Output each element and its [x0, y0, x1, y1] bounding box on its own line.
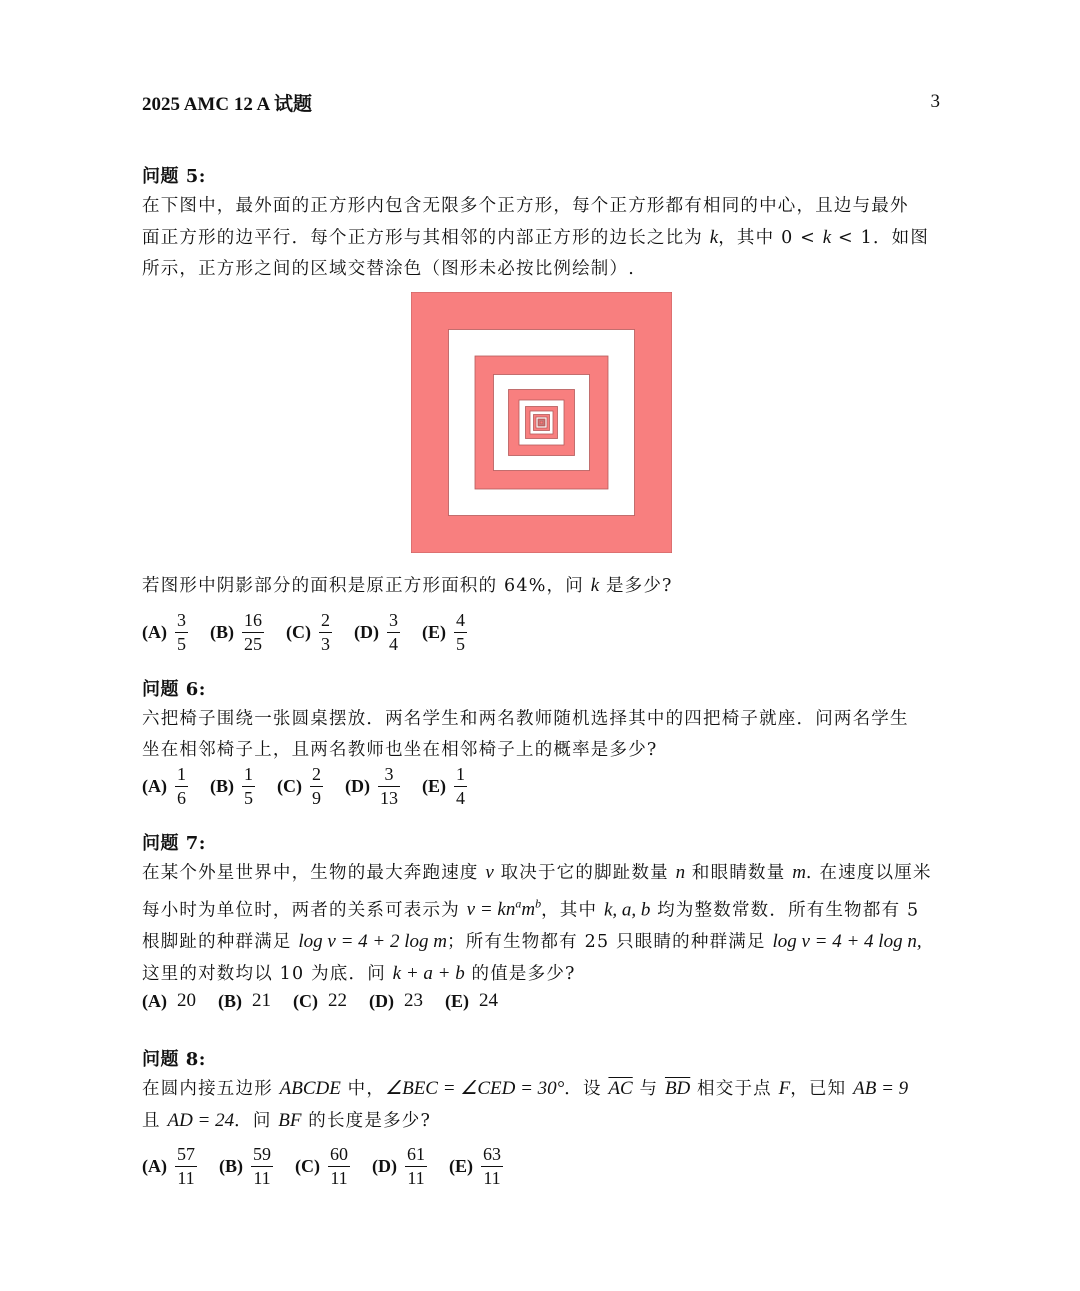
text: 在圆内接五边形 — [142, 1079, 273, 1099]
choice-b — [218, 990, 271, 1012]
choice-label: (E) — [422, 621, 446, 642]
fraction-numerator: 60 — [330, 1143, 348, 1164]
point-f: F — [778, 1078, 791, 1099]
choice-fraction — [405, 1144, 427, 1189]
problem-5-line-2 — [142, 222, 942, 254]
fraction-denominator: 11 — [253, 1167, 271, 1188]
choice-c — [286, 610, 332, 655]
fraction-denominator: 11 — [330, 1167, 348, 1188]
choice-value: 21 — [252, 990, 271, 1011]
text: 和眼睛数量 — [691, 863, 786, 883]
choice-fraction — [310, 764, 323, 809]
choice-value: 24 — [479, 990, 498, 1011]
problem-8-line-1 — [142, 1073, 942, 1105]
formula-log-2: log v = 4 + 4 log n, — [772, 931, 922, 953]
problem-7-title: 问题 7: — [142, 833, 206, 854]
fraction-numerator: 4 — [456, 609, 465, 630]
var-m: m — [792, 862, 806, 883]
fraction-denominator: 25 — [244, 633, 262, 654]
choice-label: (D) — [372, 1155, 397, 1176]
problem-5-title: 问题 5: — [142, 166, 206, 187]
fraction-numerator: 3 — [384, 763, 394, 784]
problem-5-question-text: 若图形中阴影部分的面积是原正方形面积的 64%，问 — [142, 576, 584, 596]
fraction-numerator: 57 — [177, 1143, 195, 1164]
formula-rel-text: v = kn — [466, 899, 516, 921]
text: ；所有生物都有 25 只眼睛的种群满足 — [446, 932, 766, 953]
choice-e — [422, 764, 467, 809]
segment-ac: $\overline{AC}$ — [608, 1078, 633, 1099]
problem-6-line-2: 坐在相邻椅子上，且两名教师也坐在相邻椅子上的概率是多少? — [142, 740, 658, 760]
formula-sum: k + a + b — [392, 963, 465, 985]
problem-8-line-2 — [142, 1105, 942, 1137]
problem-5-line-2-end: < 1．如图 — [838, 228, 930, 248]
problem-5-question-end: 是多少? — [605, 576, 673, 596]
var-n: n — [675, 862, 686, 883]
choice-a — [142, 990, 196, 1012]
choice-fraction — [387, 610, 400, 655]
fraction-denominator: 5 — [177, 633, 186, 654]
choice-label: (E) — [445, 990, 469, 1011]
choice-fraction — [481, 1144, 503, 1189]
fraction-denominator: 5 — [244, 787, 253, 808]
problem-7-line-1 — [142, 857, 942, 889]
choice-fraction — [454, 764, 467, 809]
choice-a — [142, 1144, 197, 1189]
choice-label: (A) — [142, 1155, 167, 1176]
choice-fraction — [175, 1144, 197, 1189]
problem-8-text — [142, 1073, 942, 1137]
formula-m: m — [521, 899, 536, 921]
fraction-numerator: 2 — [321, 609, 330, 630]
angle-condition: ∠BEC = ∠CED = 30° — [385, 1078, 565, 1099]
document-title: 2025 AMC 12 A 试题 — [142, 93, 312, 115]
choice-d — [372, 1144, 427, 1189]
given-ab: AB = 9 — [853, 1078, 909, 1099]
fraction-denominator: 6 — [177, 787, 186, 808]
choice-value: 20 — [177, 990, 196, 1011]
problem-6-text — [142, 704, 942, 766]
choice-d — [369, 990, 423, 1012]
text: ，已知 — [790, 1079, 847, 1099]
text: 每小时为单位时，两者的关系可表示为 — [142, 900, 460, 921]
choice-c — [293, 990, 347, 1012]
problem-6-title: 问题 6: — [142, 679, 206, 700]
choice-c — [277, 764, 323, 809]
page-number: 3 — [930, 91, 940, 112]
choice-b — [210, 764, 255, 809]
given-ad: AD = 24 — [167, 1110, 235, 1131]
choice-e — [449, 1144, 503, 1189]
text: 相交于点 — [697, 1079, 772, 1099]
fraction-numerator: 59 — [253, 1143, 271, 1164]
fraction-denominator: 9 — [312, 787, 321, 808]
problem-5-line-2-text: 面正方形的边平行．每个正方形与其相邻的内部正方形的边长之比为 — [142, 228, 703, 248]
fraction-numerator: 2 — [312, 763, 321, 784]
choice-label: (A) — [142, 621, 167, 642]
problem-5-line-2-mid: ，其中 0 < — [718, 228, 817, 248]
choice-label: (C) — [293, 990, 318, 1011]
var-v: v — [485, 862, 494, 883]
problem-8-title: 问题 8: — [142, 1049, 206, 1070]
text: 均为整数常数．所有生物都有 5 — [657, 900, 920, 921]
problem-6-line-1: 六把椅子围绕一张圆桌摆放．两名学生和两名教师随机选择其中的四把椅子就座．问两名学生 — [142, 709, 909, 729]
text: 且 — [142, 1111, 161, 1131]
choice-fraction — [454, 610, 467, 655]
text: 的长度是多少? — [308, 1111, 432, 1131]
choice-label: (B) — [219, 1155, 243, 1176]
problem-5-line-1: 在下图中，最外面的正方形内包含无限多个正方形，每个正方形都有相同的中心，且边与最外 — [142, 196, 909, 216]
choice-fraction — [242, 764, 255, 809]
choice-label: (C) — [286, 621, 311, 642]
choice-label: (B) — [210, 621, 234, 642]
fraction-numerator: 3 — [389, 609, 398, 630]
text: 中， — [347, 1079, 386, 1099]
choice-label: (E) — [422, 775, 446, 796]
choice-label: (A) — [142, 990, 167, 1011]
shaded-square — [540, 421, 543, 424]
choice-label: (A) — [142, 775, 167, 796]
text: ．问 — [234, 1111, 272, 1131]
problem-6-choices — [142, 761, 489, 811]
choice-fraction — [251, 1144, 273, 1189]
choice-label: (C) — [295, 1155, 320, 1176]
fraction-denominator: 3 — [321, 633, 330, 654]
var-k: k — [590, 575, 600, 596]
choice-fraction — [319, 610, 332, 655]
choice-fraction — [378, 764, 400, 809]
fraction-denominator: 4 — [456, 787, 465, 808]
segment-bd: $\overline{BD}$ — [664, 1078, 691, 1099]
choice-value: 22 — [328, 990, 347, 1011]
choice-label: (B) — [218, 990, 242, 1011]
text: ，其中 — [541, 900, 598, 921]
fraction-denominator: 11 — [177, 1167, 195, 1188]
fraction-denominator: 11 — [483, 1167, 501, 1188]
choice-label: (B) — [210, 775, 234, 796]
fraction-numerator: 3 — [177, 609, 186, 630]
problem-8-choices — [142, 1141, 525, 1191]
fraction-denominator: 11 — [407, 1167, 425, 1188]
choice-value: 23 — [404, 990, 423, 1011]
problem-5-line-3: 所示，正方形之间的区域交替涂色（图形未必按比例绘制）. — [142, 259, 635, 279]
exp-a: a — [515, 897, 522, 911]
choice-b — [210, 610, 264, 655]
fraction-numerator: 1 — [456, 763, 465, 784]
choice-fraction — [328, 1144, 350, 1189]
choice-label: (E) — [449, 1155, 473, 1176]
problem-5-question — [142, 570, 942, 602]
text: . 在速度以厘米 — [805, 863, 932, 883]
text: 根脚趾的种群满足 — [142, 932, 292, 953]
problem-5-choices — [142, 607, 489, 657]
choice-e — [422, 610, 467, 655]
fraction-numerator: 63 — [483, 1143, 501, 1164]
fraction-denominator: 4 — [389, 633, 398, 654]
text: 的值是多少? — [471, 964, 576, 985]
page-header — [142, 88, 940, 116]
text: 在某个外星世界中，生物的最大奔跑速度 — [142, 863, 479, 883]
choice-a — [142, 610, 188, 655]
choice-label: (D) — [369, 990, 394, 1011]
segment-bf: BF — [278, 1110, 302, 1131]
choice-fraction — [242, 610, 264, 655]
problem-7-line-3 — [142, 926, 942, 958]
pentagon-name: ABCDE — [279, 1078, 341, 1099]
text: 取决于它的脚趾数量 — [500, 863, 669, 883]
constants: k, a, b — [603, 899, 651, 921]
choice-fraction — [175, 610, 188, 655]
fraction-numerator: 61 — [407, 1143, 425, 1164]
problem-5-text — [142, 191, 942, 285]
text: 与 — [639, 1079, 659, 1099]
formula-log-1: log v = 4 + 2 log m — [298, 931, 447, 953]
choice-d — [345, 764, 400, 809]
exp-b: b — [535, 897, 542, 911]
fraction-denominator: 13 — [380, 787, 398, 808]
text: ．设 — [564, 1079, 602, 1099]
choice-label: (D) — [345, 775, 370, 796]
choice-a — [142, 764, 188, 809]
choice-fraction — [175, 764, 188, 809]
fraction-numerator: 16 — [244, 609, 262, 630]
var-k: k — [709, 227, 719, 248]
choice-d — [354, 610, 400, 655]
choice-label: (D) — [354, 621, 379, 642]
text: 这里的对数均以 10 为底．问 — [142, 964, 386, 985]
choice-b — [219, 1144, 273, 1189]
problem-7-text — [142, 857, 942, 990]
problem-7-choices — [142, 976, 520, 1026]
choice-e — [445, 990, 498, 1012]
nested-squares-figure — [411, 292, 672, 553]
formula-relation — [467, 899, 541, 920]
choice-label: (C) — [277, 775, 302, 796]
fraction-numerator: 1 — [177, 763, 186, 784]
fraction-denominator: 5 — [456, 633, 465, 654]
problem-7-line-2 — [142, 889, 942, 926]
fraction-numerator: 1 — [244, 763, 253, 784]
var-k: k — [822, 227, 832, 248]
choice-c — [295, 1144, 350, 1189]
